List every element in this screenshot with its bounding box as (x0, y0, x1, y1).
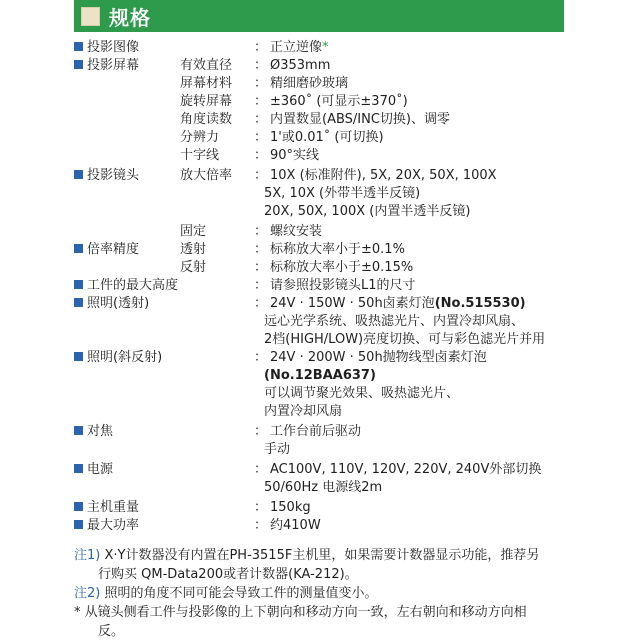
spec-category: 倍率精度 (74, 240, 139, 259)
spec-row (74, 440, 564, 459)
spec-category: 最大功率 (74, 516, 139, 535)
bullet-square-icon (74, 244, 83, 253)
spec-row (74, 460, 564, 479)
spec-row (74, 92, 564, 111)
spec-value: 50/60Hz 电源线2m (264, 480, 383, 495)
spec-value: 20X, 50X, 100X (内置半透半反镜) (264, 204, 471, 219)
colon: ： (254, 518, 268, 533)
colon: ： (254, 462, 268, 477)
spec-subcategory: 反射 (180, 260, 207, 275)
part-number: (No.12BAA637) (264, 368, 376, 383)
bullet-square-icon (74, 464, 83, 473)
note-text: X·Y计数器没有内置在PH-3515F主机里，如果需要计数器显示功能，推荐另 (100, 548, 540, 563)
spec-row (74, 258, 564, 277)
colon: ： (254, 242, 268, 257)
colon: ： (254, 168, 268, 183)
spec-value: 24V · 200W · 50h抛物线型卤素灯泡 (270, 350, 487, 365)
colon: ： (254, 148, 268, 163)
bullet-square-icon (74, 170, 83, 179)
spec-value: 工作台前后驱动 (270, 424, 362, 439)
note-text: 反。 (98, 624, 125, 639)
spec-category: 主机重量 (74, 498, 139, 517)
spec-row (74, 348, 564, 367)
colon: ： (254, 424, 268, 439)
spec-row (74, 312, 564, 331)
spec-value: 标称放大率小于±0.1% (270, 242, 405, 257)
bullet-square-icon (74, 298, 83, 307)
spec-row (74, 498, 564, 517)
note-line (74, 565, 574, 584)
spec-value: 螺纹安装 (270, 224, 323, 239)
note-line (74, 584, 574, 603)
spec-value (264, 366, 376, 385)
colon: ： (254, 296, 268, 311)
spec-value: 可以调节聚光效果、吸热滤光片、 (264, 386, 460, 401)
spec-category: 工件的最大高度 (74, 276, 178, 295)
section-title: 规格 (109, 5, 151, 30)
spec-row (74, 402, 564, 421)
spec-value: 请参照投影镜头L1的尺寸 (270, 278, 416, 293)
spec-row (74, 56, 564, 75)
spec-row (74, 38, 564, 57)
colon: ： (254, 260, 268, 275)
bullet-square-icon (74, 352, 83, 361)
spec-category: 投影屏幕 (74, 56, 139, 75)
spec-category: 电源 (74, 460, 113, 479)
spec-row (74, 222, 564, 241)
spec-row (74, 146, 564, 165)
colon: ： (254, 350, 268, 365)
spec-subcategory: 分辨力 (180, 130, 220, 145)
colon: ： (254, 278, 268, 293)
spec-category: 投影镜头 (74, 166, 139, 185)
spec-value: 远心光学系统、吸热滤光片、内置冷却风扇、 (264, 314, 525, 329)
colon: ： (254, 40, 268, 55)
spec-subcategory: 旋转屏幕 (180, 94, 233, 109)
spec-row (74, 366, 564, 385)
spec-row (74, 202, 564, 221)
spec-row (74, 128, 564, 147)
spec-subcategory: 屏幕材料 (180, 76, 233, 91)
spec-row (74, 74, 564, 93)
spec-subcategory: 角度读数 (180, 112, 233, 127)
part-number: (No.515530) (434, 296, 526, 311)
spec-value: 90°实线 (270, 148, 320, 163)
spec-subcategory: 放大倍率 (180, 168, 233, 183)
spec-value: 正立逆像* (270, 40, 329, 55)
spec-value: 2档(HIGH/LOW)亮度切换、可与彩色滤光片并用 (264, 332, 546, 347)
colon: ： (254, 130, 268, 145)
spec-row (74, 276, 564, 295)
spec-row (74, 384, 564, 403)
bullet-square-icon (74, 426, 83, 435)
bullet-square-icon (74, 280, 83, 289)
spec-value: 内置数显(ABS/INC切换)、调零 (270, 112, 450, 127)
colon: ： (254, 58, 268, 73)
spec-subcategory: 透射 (180, 242, 207, 257)
note-line (74, 546, 574, 565)
spec-value: 5X, 10X (外带半透半反镜) (264, 186, 421, 201)
spec-value: Ø353mm (270, 58, 331, 73)
bullet-square-icon (74, 60, 83, 69)
colon: ： (254, 112, 268, 127)
spec-row (74, 184, 564, 203)
spec-row (74, 110, 564, 129)
bullet-square-icon (74, 42, 83, 51)
spec-value: 24V · 150W · 50h卤素灯泡(No.515530) (270, 296, 526, 311)
spec-value: 手动 (264, 442, 291, 457)
spec-row (74, 240, 564, 259)
spec-value: ±360˚ (可显示±370˚) (270, 94, 408, 109)
colon: ： (254, 224, 268, 239)
note-text: 照明的角度不同可能会导致工件的测量值变小。 (100, 586, 378, 601)
note-text: 行购买 QM-Data200或者计数器(KA-212)。 (98, 567, 358, 582)
spec-value: 150kg (270, 500, 311, 515)
colon: ： (254, 94, 268, 109)
spec-category: 投影图像 (74, 38, 139, 57)
spec-value: AC100V, 110V, 120V, 220V, 240V外部切换 (270, 462, 542, 477)
section-header (74, 0, 564, 32)
spec-subcategory: 固定 (180, 224, 207, 239)
spec-category: 照明(斜反射) (74, 348, 162, 367)
spec-subcategory: 有效直径 (180, 58, 233, 73)
spec-row (74, 166, 564, 185)
note-text: * 从镜头侧看工件与投影像的上下朝向和移动方向一致，左右朝向和移动方向相 (74, 605, 527, 620)
footnote-star: * (322, 40, 329, 55)
spec-value: 内置冷却风扇 (264, 404, 343, 419)
spec-category: 照明(透射) (74, 294, 149, 313)
note-line (74, 622, 574, 641)
spec-value: 标称放大率小于±0.15% (270, 260, 414, 275)
spec-row (74, 422, 564, 441)
spec-value: 精细磨砂玻璃 (270, 76, 349, 91)
note-line (74, 603, 574, 622)
colon: ： (254, 76, 268, 91)
note-tag: 注2) (74, 586, 101, 601)
colon: ： (254, 500, 268, 515)
note-tag: 注1) (74, 548, 101, 563)
spec-subcategory: 十字线 (180, 148, 220, 163)
bullet-square-icon (74, 502, 83, 511)
spec-row (74, 294, 564, 313)
spec-category: 对焦 (74, 422, 113, 441)
spec-value: 10X (标准附件), 5X, 20X, 50X, 100X (270, 168, 497, 183)
notes (74, 546, 574, 641)
spec-value: 约410W (270, 518, 321, 533)
header-square-icon (81, 7, 100, 26)
spec-row (74, 330, 564, 349)
bullet-square-icon (74, 520, 83, 529)
spec-row (74, 478, 564, 497)
spec-value: 1'或0.01˚ (可切换) (270, 130, 384, 145)
spec-row (74, 516, 564, 535)
